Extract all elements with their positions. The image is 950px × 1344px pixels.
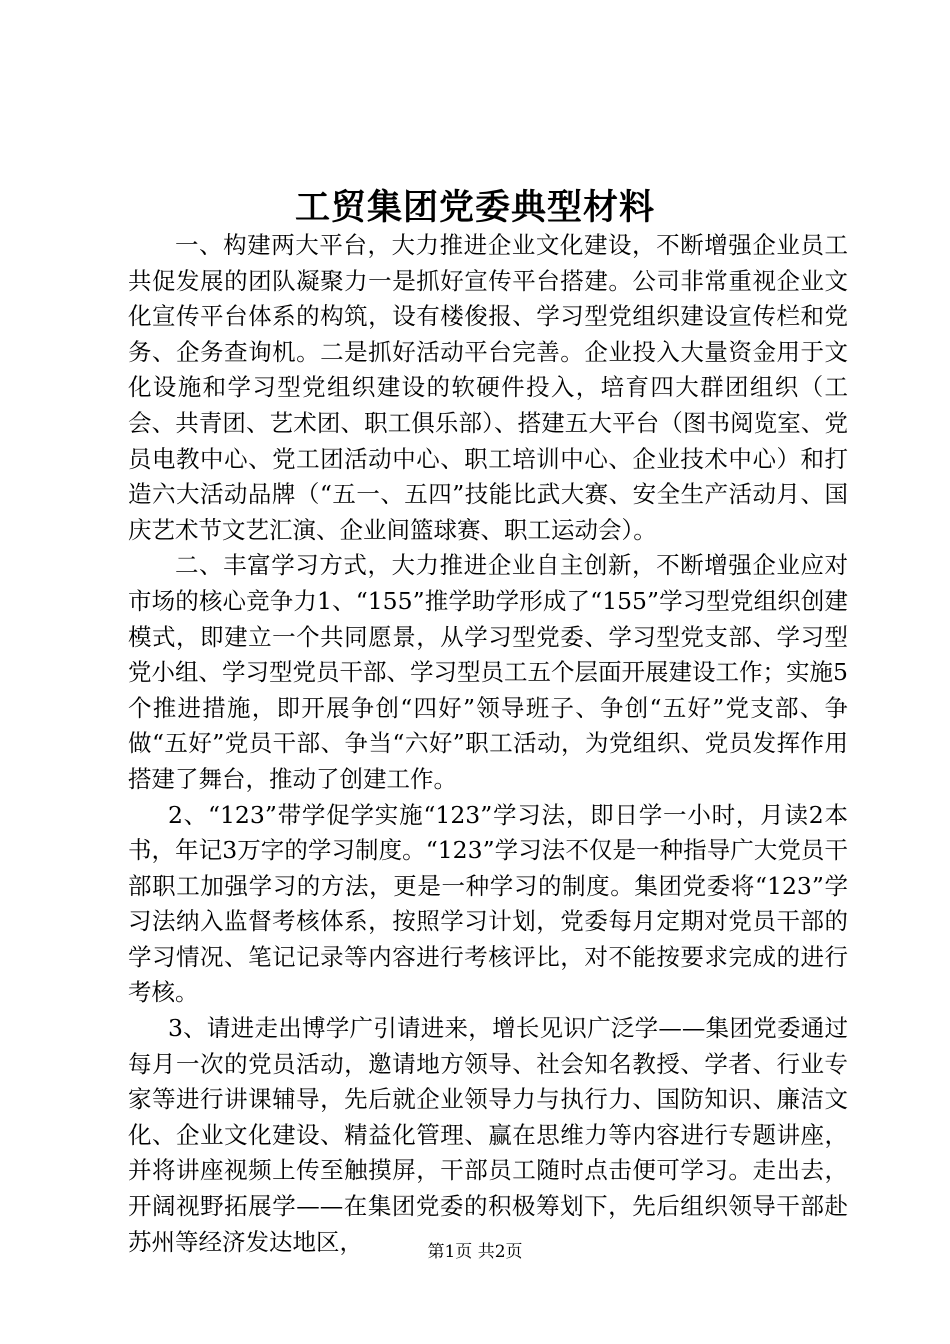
paragraph-123-method: 2、“123”带学促学实施“123”学习法，即日学一小时，月读2本书，年记3万字的学习制度。“123”学习法不仅是一种指导广大党员干部职工加强学习的方法，更是一种学习的制度。集团党委将“123”学习法纳入监督考核体系，按照学习计划，党委每月定期对党员干部的学习情况、笔记记录等内容进行考核评比，对不能按要求完成的进行考核。 — [128, 800, 848, 1007]
paragraph-invite-and-go-out: 3、请进走出博学广引请进来，增长见识广泛学——集团党委通过每月一次的党员活动，邀请地方领导、社会知名教授、学者、行业专家等进行讲课辅导，先后就企业领导力与执行力、国防知识、廉洁文化、企业文化建设、精益化管理、赢在思维力等内容进行专题讲座，并将讲座视频上传至触摸屏，干部员工随时点击便可学习。走出去，开阔视野拓展学——在集团党委的积极筹划下，先后组织领导干部赴苏州等经济发达地区， — [128, 1014, 848, 1256]
document-body — [128, 228, 848, 1260]
page-number-footer: 第1页 共2页 — [427, 1242, 523, 1262]
paragraph-learning-methods: 二、丰富学习方式，大力推进企业自主创新，不断增强企业应对市场的核心竞争力1、“155”推学助学形成了“155”学习型党组织创建模式，即建立一个共同愿景，从学习型党委、学习型党支部、学习型党小组、学习型党员干部、学习型员工五个层面开展建设工作；实施5个推进措施，即开展争创“四好”领导班子、争创“五好”党支部、争做“五好”党员干部、争当“六好”职工活动，为党组织、党员发挥作用搭建了舞台，推动了创建工作。 — [128, 551, 848, 793]
document-title: 工贸集团党委典型材料 — [294, 187, 655, 228]
paragraph-platforms: 一、构建两大平台，大力推进企业文化建设，不断增强企业员工共促发展的团队凝聚力一是抓好宣传平台搭建。公司非常重视企业文化宣传平台体系的构筑，设有楼俊报、学习型党组织建设宣传栏和党务、企务查询机。二是抓好活动平台完善。企业投入大量资金用于文化设施和学习型党组织建设的软硬件投入，培育四大群团组织（工会、共青团、艺术团、职工俱乐部）、搭建五大平台（图书阅览室、党员电教中心、党工团活动中心、职工培训中心、企业技术中心）和打造六大活动品牌（“五一、五四”技能比武大赛、安全生产活动月、国庆艺术节文艺汇演、企业间篮球赛、职工运动会）。 — [128, 231, 848, 544]
